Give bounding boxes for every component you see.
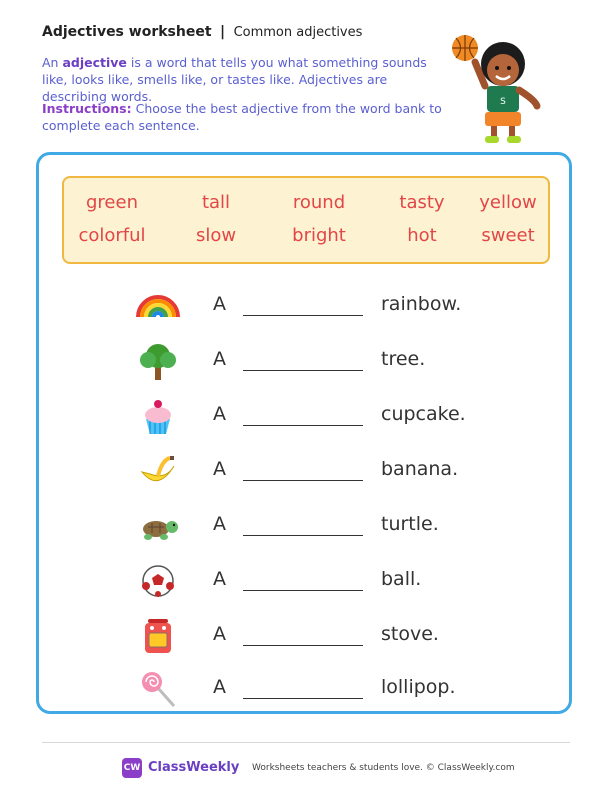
- sentence-article: A: [213, 348, 226, 370]
- footer: [122, 758, 522, 780]
- rainbow-icon: [136, 287, 180, 325]
- sentence-row: [0, 560, 612, 600]
- sentence-noun: cupcake.: [381, 403, 466, 425]
- intro-post: is a word that tells you what something sounds like, looks like, smells like, or tastes like. Adjectives are describing words.: [42, 55, 427, 104]
- sentence-article: A: [213, 676, 226, 698]
- sentence-article: A: [213, 568, 226, 590]
- instructions-label: Instructions:: [42, 101, 132, 116]
- answer-blank[interactable]: [243, 698, 363, 699]
- sentence-row: [0, 505, 612, 545]
- word-bank-word: sweet: [481, 225, 535, 246]
- answer-blank[interactable]: [243, 590, 363, 591]
- lollipop-icon: [136, 670, 180, 708]
- answer-blank[interactable]: [243, 315, 363, 316]
- word-bank-word: green: [86, 192, 138, 213]
- word-bank-word: round: [292, 192, 346, 213]
- intro-paragraph: [42, 54, 442, 105]
- ball-icon: [136, 562, 180, 600]
- sentence-noun: banana.: [381, 458, 459, 480]
- word-bank-word: tasty: [399, 192, 445, 213]
- sentence-article: A: [213, 403, 226, 425]
- tree-icon: [136, 342, 180, 380]
- cupcake-icon: [136, 397, 180, 435]
- footer-divider: [42, 742, 570, 743]
- jersey-letter: S: [500, 97, 506, 107]
- sentence-noun: lollipop.: [381, 676, 456, 698]
- sentence-article: A: [213, 513, 226, 535]
- answer-blank[interactable]: [243, 645, 363, 646]
- word-bank-word: hot: [407, 225, 437, 246]
- sentence-row: [0, 668, 612, 708]
- intro-pre: An: [42, 55, 63, 70]
- banana-icon: [136, 452, 180, 490]
- instructions-paragraph: [42, 100, 442, 134]
- word-bank-word: colorful: [78, 225, 146, 246]
- sentence-article: A: [213, 458, 226, 480]
- intro-keyword: adjective: [62, 55, 127, 70]
- sentence-noun: ball.: [381, 568, 422, 590]
- sentence-noun: tree.: [381, 348, 426, 370]
- footer-brand[interactable]: ClassWeekly: [148, 760, 240, 775]
- answer-blank[interactable]: [243, 370, 363, 371]
- basketball-kid-illustration: [447, 28, 557, 148]
- sentence-article: A: [213, 623, 226, 645]
- sentence-row: [0, 340, 612, 380]
- sentence-noun: stove.: [381, 623, 439, 645]
- sentence-article: A: [213, 293, 226, 315]
- sentence-row: [0, 615, 612, 655]
- worksheet-header: [42, 24, 362, 40]
- worksheet-subtitle: Common adjectives: [233, 25, 363, 40]
- classweekly-logo: CW: [122, 758, 142, 778]
- sentence-row: [0, 450, 612, 490]
- word-bank: [62, 176, 550, 264]
- instructions-text: Choose the best adjective from the word bank to complete each sentence.: [42, 101, 442, 133]
- answer-blank[interactable]: [243, 535, 363, 536]
- worksheet-title: Adjectives worksheet: [42, 24, 212, 40]
- sentence-noun: rainbow.: [381, 293, 462, 315]
- answer-blank[interactable]: [243, 425, 363, 426]
- word-bank-word: yellow: [479, 192, 537, 213]
- title-separator: |: [219, 24, 226, 40]
- answer-blank[interactable]: [243, 480, 363, 481]
- sentence-noun: turtle.: [381, 513, 439, 535]
- word-bank-word: tall: [201, 192, 231, 213]
- word-bank-word: bright: [292, 225, 346, 246]
- sentence-row: [0, 395, 612, 435]
- stove-icon: [136, 617, 180, 655]
- word-bank-word: slow: [195, 225, 237, 246]
- footer-tagline: Worksheets teachers & students love. © ClassWeekly.com: [252, 763, 515, 773]
- turtle-icon: [136, 507, 180, 545]
- sentence-row: [0, 285, 612, 325]
